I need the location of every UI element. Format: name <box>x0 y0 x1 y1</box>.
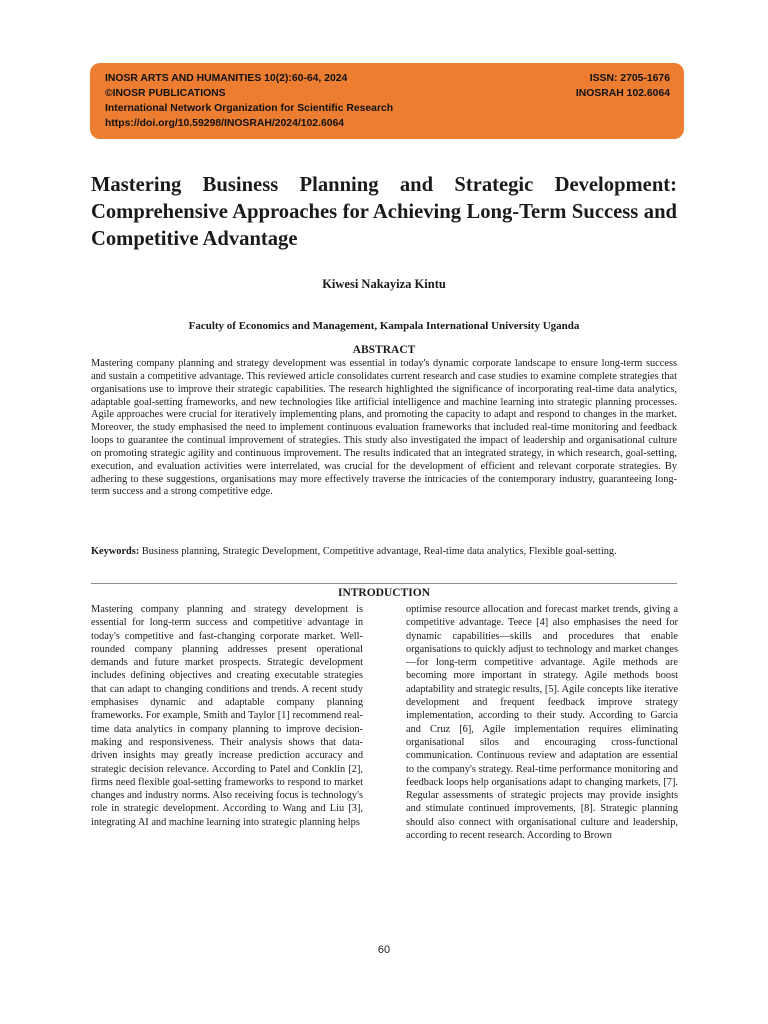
body-column-left <box>91 603 363 829</box>
publisher: ©INOSR PUBLICATIONS <box>105 88 226 99</box>
issn: ISSN: 2705-1676 <box>589 73 670 84</box>
journal-citation: INOSR ARTS AND HUMANITIES 10(2):60-64, 2024 <box>105 73 348 84</box>
organization-name: International Network Organization for Scientific Research <box>105 103 394 114</box>
doi-link[interactable]: https://doi.org/10.59298/INOSRAH/2024/102.6064 <box>105 118 345 129</box>
introduction-paragraph-left: Mastering company planning and strategy development is essential for long-term success and competitive advantage in today's competitive and fast-changing corporate market. Well-rounded company planning addresses present operational demands and future market prospects. Strategic development includes defining objectives and creating executable strategies that can adapt to changing conditions and trends. A recent study emphasises dynamic and adaptable company planning frameworks. For example, Smith and Taylor [1] recommend real-time data analytics in company planning to improve decision-making and responsiveness. Their analysis shows that data-driven insights may greatly increase prediction accuracy and strategic decision relevance. According to Patel and Conklin [2], firms need flexible goal-setting frameworks to respond to market changes and industry norms. Also receiving focus is technology's role in strategic development. According to Wang and Liu [3], integrating AI and machine learning into strategic planning helps <box>91 604 363 828</box>
article-code: INOSRAH 102.6064 <box>575 88 670 99</box>
author-name: Kiwesi Nakayiza Kintu <box>322 277 446 291</box>
page-number: 60 <box>377 944 391 956</box>
section-divider <box>91 583 677 584</box>
abstract-heading: ABSTRACT <box>352 344 416 356</box>
introduction-paragraph-right: optimise resource allocation and forecast market trends, giving a competitive advantage. Teece [4] also emphasises the need for dynamic capabilities—skills and procedures that enable organisations to quickly adjust to technology and market changes—for long-term competitive advantage. Agile methods are becoming more important in strategy. Agile methods boost adaptability and strategic results, [5]. Agile concepts like iterative development and frequent feedback improve strategy implementation, according to their study. According to Garcia and Cruz [6], Agile implementation requires eliminating organisational silos and encouraging cross-functional communication. Continuous review and adaptation are essential to the company's strategy. Real-time performance monitoring and feedback loops help organisations adapt to changing markets, [7]. Regular assessments of strategic projects may provide insights and stimulate continued improvements, [8]. Strategic planning should also connect with organisational culture and leadership, according to recent research. According to Brown <box>406 604 678 842</box>
keywords-label: Keywords: <box>91 546 140 557</box>
keywords-list: Business planning, Strategic Development, Competitive advantage, Real-time data analytics, Flexible goal-setting. <box>139 546 617 557</box>
keywords <box>91 546 677 559</box>
introduction-heading: INTRODUCTION <box>337 587 430 599</box>
author-affiliation: Faculty of Economics and Management, Kampala International University Uganda <box>188 320 580 332</box>
paper-title: Mastering Business Planning and Strategic Development: Comprehensive Approaches for Achieving Long-Term Success and Competitive Advantage <box>91 174 677 250</box>
body-column-right <box>406 603 678 842</box>
abstract-body: Mastering company planning and strategy development was essential in today's dynamic corporate landscape to ensure long-term success and sustain a competitive advantage. This reviewed article consolidates current research and case studies to examine complete strategies that organisations use to improve their strategic capabilities. The research highlighted the significance of incorporating real-time data analytics, adaptable goal-setting frameworks, and new technologies like artificial intelligence and machine learning into strategic planning processes. Agile approaches were crucial for iteratively implementing plans, and promoting the capacity to adapt and respond to changes in the market. Moreover, the study emphasised the need to implement continuous evaluation frameworks that included real-time monitoring and feedback loops to guarantee the continual improvement of strategies. This study also investigated the impact of leadership and organisational culture on promoting strategic agility and continuous improvement. The results indicated that an integrated strategy, in which research, goal-setting, execution, and evaluation activities were interrelated, was crucial for the development of efficient and relevant corporate strategies. By adhering to these suggestions, organisations may more effectively traverse the intricacies of the contemporary industry, guaranteeing long-term success and a strong competitive edge. <box>91 358 677 498</box>
journal-header-banner <box>90 63 684 139</box>
